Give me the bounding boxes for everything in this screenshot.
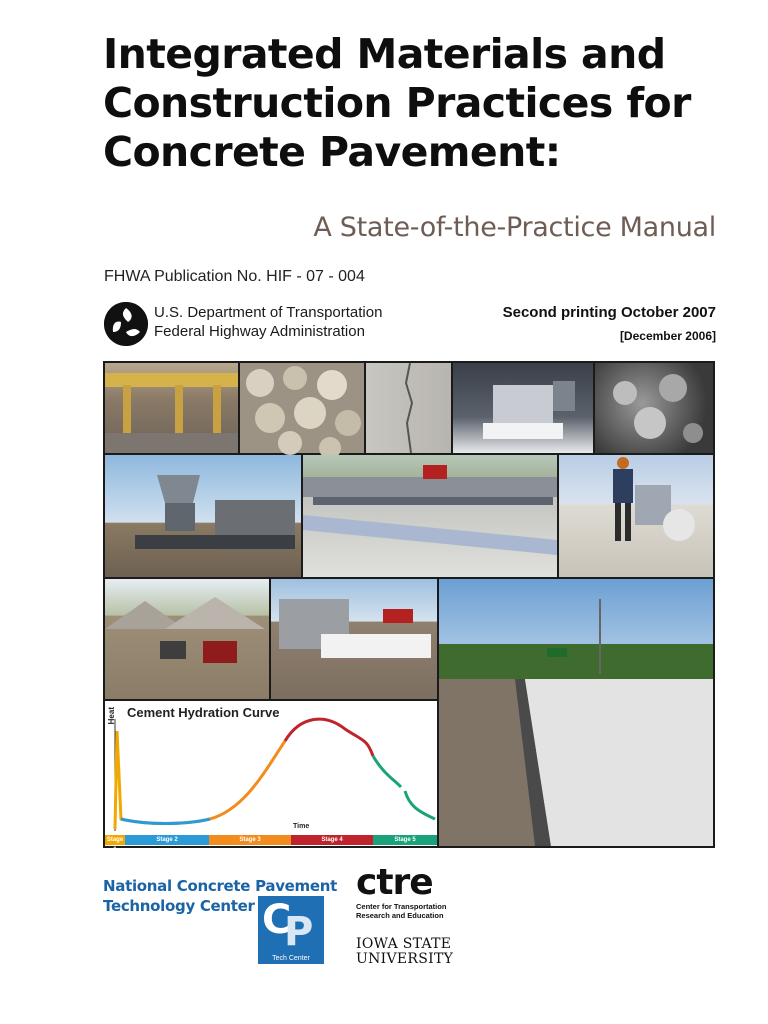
hydration-curve-graphic [105, 701, 437, 835]
batch-plant-graphic [105, 579, 269, 699]
agency-line-2: Federal Highway Administration [154, 323, 365, 340]
cp-tech-center-logo [258, 896, 324, 964]
highway-graphic [439, 579, 713, 846]
core-saw-graphic [453, 363, 593, 453]
cover-subtitle: A State-of-the-Practice Manual [313, 212, 716, 243]
placer-spreader-graphic [271, 579, 437, 699]
photo-highway [439, 579, 713, 846]
ctre-sub-line-2: Research and Education [356, 911, 444, 920]
title-line-3: Concrete Pavement: [103, 128, 561, 176]
stage-1-bar: Stage 1 [106, 837, 124, 853]
stage-5-bar: Stage 5 [373, 835, 437, 845]
ctre-logo: ctre [356, 862, 433, 903]
photo-micrograph [595, 363, 713, 453]
dot-logo-icon [104, 302, 148, 346]
ncptc-line-2: Technology Center [103, 897, 255, 915]
belt-placer-graphic [105, 455, 301, 577]
photo-core-saw [453, 363, 593, 453]
slipform-paver-graphic [303, 455, 557, 577]
ctre-subtitle [356, 902, 446, 920]
cp-caption: Tech Center [272, 955, 310, 962]
photo-belt-placer [105, 455, 301, 577]
agency-line-1: U.S. Department of Transportation [154, 304, 383, 321]
photo-paver-rods [105, 363, 238, 453]
micrograph-graphic [595, 363, 713, 453]
paver-rods-graphic [105, 363, 238, 453]
ctre-sub-line-1: Center for Transportation [356, 902, 447, 911]
chart-y-label: Heat [107, 707, 116, 725]
crack-graphic [366, 363, 451, 453]
ncptc-line-1: National Concrete Pavement [103, 877, 337, 895]
title-line-1: Integrated Materials and [103, 30, 666, 78]
publication-number: FHWA Publication No. HIF - 07 - 004 [104, 268, 365, 285]
chart-title: Cement Hydration Curve [127, 705, 280, 720]
stage-3-bar: Stage 3 [209, 835, 291, 845]
aggregate-graphic [240, 363, 364, 453]
iowa-state-logo [356, 937, 453, 967]
photo-mosaic [103, 361, 715, 853]
agency-block [154, 303, 382, 341]
printing-date: Second printing October 2007 [502, 304, 716, 321]
hydration-chart [105, 701, 437, 853]
photo-aggregate [240, 363, 364, 453]
photo-batch-plant [105, 579, 269, 699]
isu-line-2: UNIVERSITY [356, 951, 454, 967]
cover-title [103, 30, 743, 177]
photo-placer-spreader [271, 579, 437, 699]
original-date: [December 2006] [619, 329, 716, 343]
chart-x-label: Time [293, 823, 310, 830]
stage-4-bar: Stage 4 [291, 835, 373, 845]
saw-cutting-graphic [559, 455, 713, 577]
cp-logo-c-glyph: C [262, 897, 292, 943]
stage-2-bar: Stage 2 [125, 835, 209, 845]
title-line-2: Construction Practices for [103, 79, 691, 127]
isu-line-1: IOWA STATE [356, 936, 452, 952]
photo-slipform-paver [303, 455, 557, 577]
photo-crack [366, 363, 451, 453]
photo-saw-cutting [559, 455, 713, 577]
cp-logo-p-glyph: P [284, 909, 314, 955]
